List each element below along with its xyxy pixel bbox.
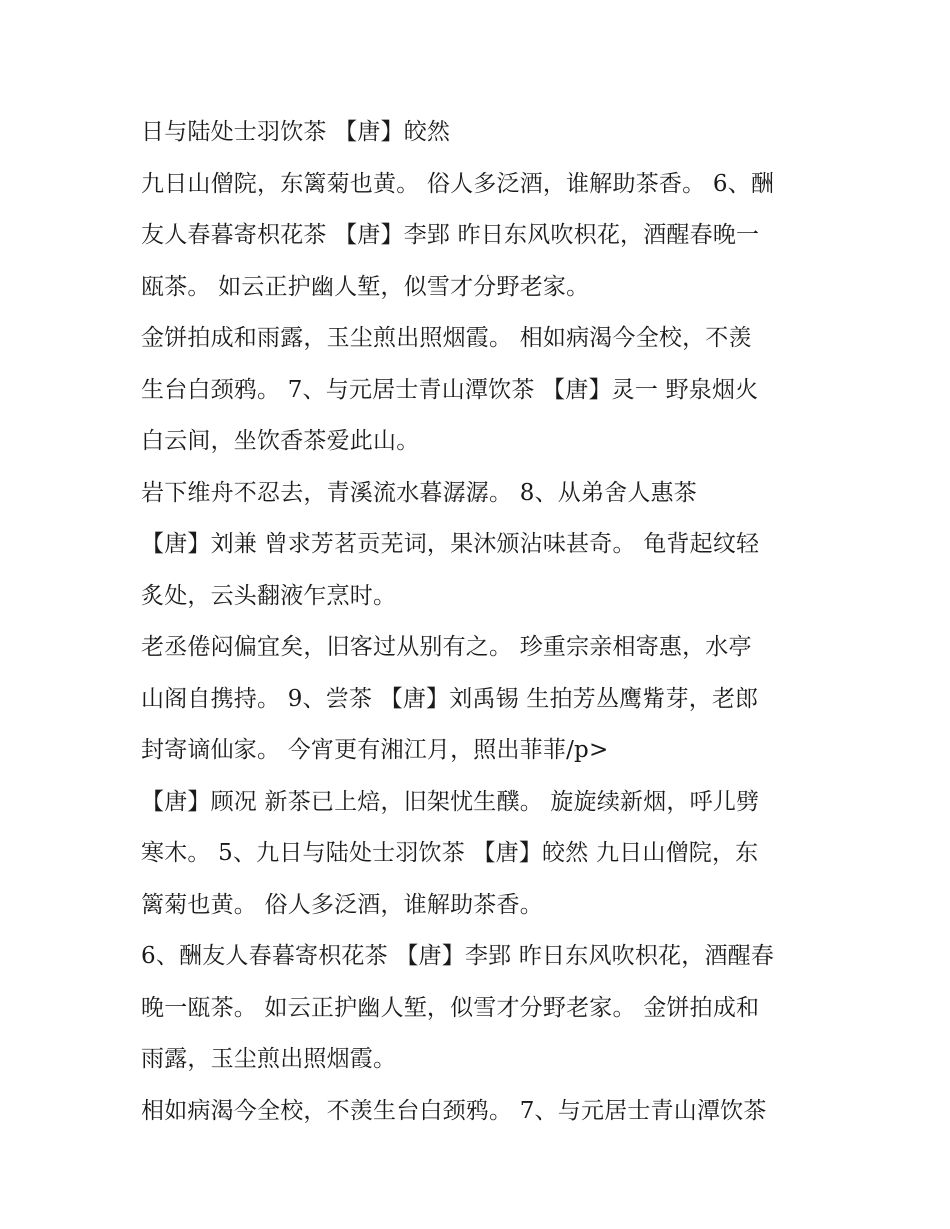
text-line: 瓯茶。 如云正护幽人堑，似雪才分野老家。 bbox=[141, 273, 590, 300]
text-line: 日与陆处士羽饮茶 【唐】皎然 bbox=[141, 119, 451, 145]
text-line: 友人春暮寄枳花茶 【唐】李郢 昨日东风吹枳花，酒醒春晚一 bbox=[141, 222, 760, 248]
text-line: 晚一瓯茶。 如云正护幽人堑，似雪才分野老家。 金饼拍成和 bbox=[141, 994, 760, 1021]
text-line: 山阁自携持。 9、尝茶 【唐】刘禹锡 生拍芳丛鹰觜芽，老郎 bbox=[141, 685, 759, 712]
text-line: 白云间，坐饮香茶爱此山。 bbox=[141, 428, 420, 454]
text-line: 九日山僧院，东篱菊也黄。 俗人多泛酒，谁解助茶香。 6、酬 bbox=[141, 170, 775, 197]
text-line: 金饼拍成和雨露，玉尘煎出照烟霞。 相如病渴今全校，不羡 bbox=[141, 325, 752, 351]
text-line: 篱菊也黄。 俗人多泛酒，谁解助茶香。 bbox=[141, 891, 543, 918]
text-line: 雨露，玉尘煎出照烟霞。 bbox=[141, 1046, 397, 1072]
text-line: 封寄谪仙家。 今宵更有湘江月，照出菲菲/p> bbox=[141, 737, 609, 763]
text-line: 【唐】顾况 新茶已上焙，旧架忧生醭。 旋旋续新烟，呼儿劈 bbox=[141, 788, 760, 815]
text-line: 炙处，云头翻液乍烹时。 bbox=[141, 582, 397, 609]
text-line: 岩下维舟不忍去，青溪流水暮潺潺。 8、从弟舍人惠茶 bbox=[141, 479, 697, 506]
text-line: 6、酬友人春暮寄枳花茶 【唐】李郢 昨日东风吹枳花，酒醒春 bbox=[141, 943, 775, 969]
text-line: 老丞倦闷偏宜矣，旧客过从别有之。 珍重宗亲相寄惠，水亭 bbox=[141, 634, 752, 660]
text-line: 生台白颈鸦。 7、与元居士青山潭饮茶 【唐】灵一 野泉烟火 bbox=[141, 376, 759, 403]
text-line: 【唐】刘兼 曾求芳茗贡芜词，果沐颁沾味甚奇。 龟背起纹轻 bbox=[141, 531, 760, 557]
poem-text-body bbox=[141, 107, 821, 1137]
text-line: 寒木。 5、九日与陆处士羽饮茶 【唐】皎然 九日山僧院，东 bbox=[141, 840, 759, 866]
text-line: 相如病渴今全校，不羡生台白颈鸦。 7、与元居士青山潭饮茶 bbox=[141, 1097, 767, 1124]
